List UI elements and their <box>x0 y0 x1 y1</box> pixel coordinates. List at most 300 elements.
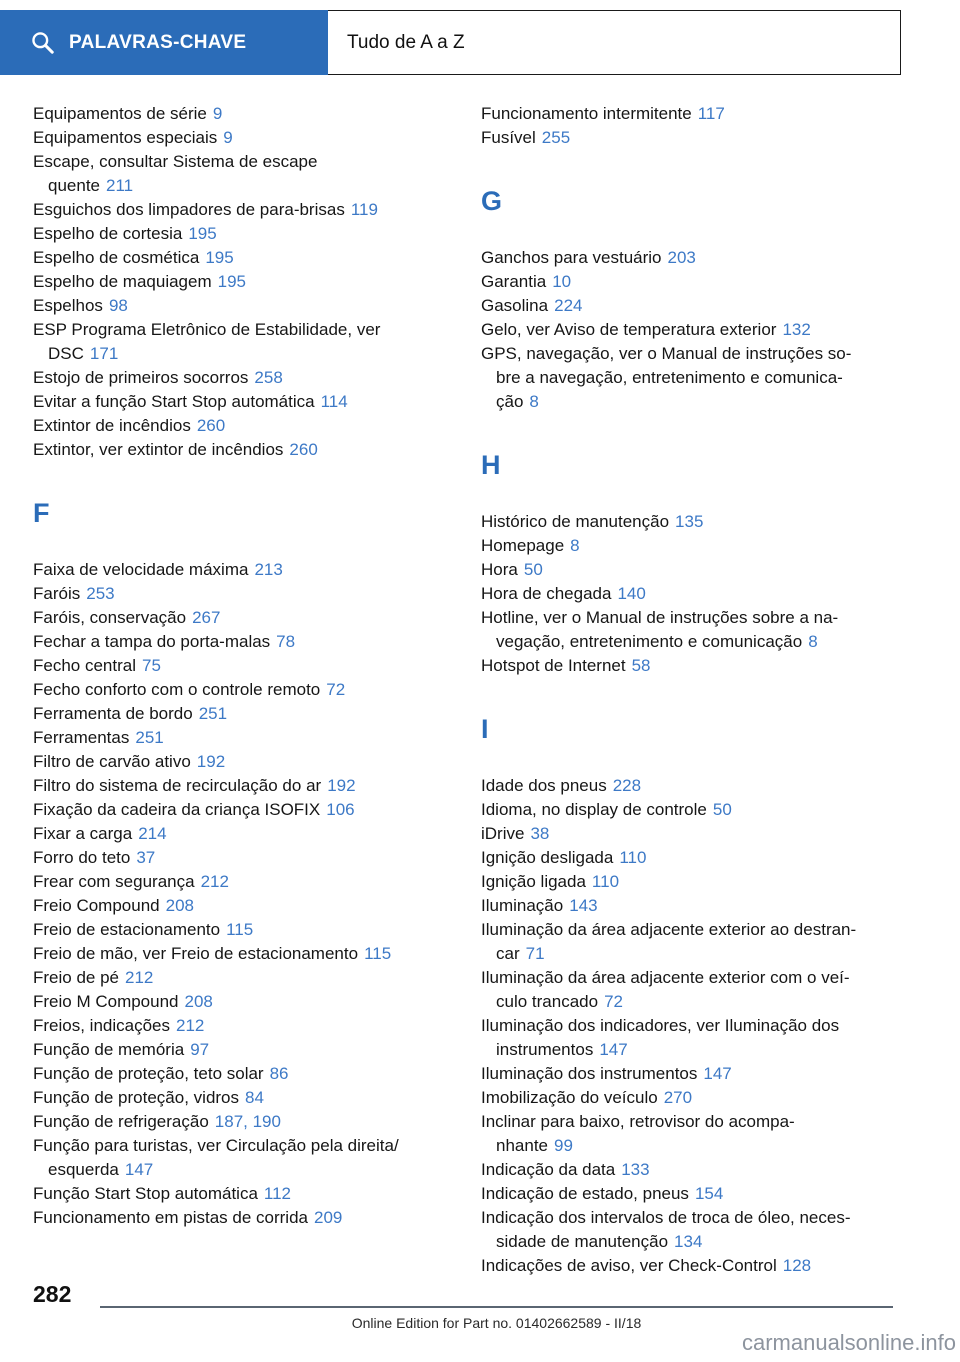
entry-label: Função de proteção, teto solar <box>33 1064 264 1083</box>
entry-text <box>33 798 465 822</box>
entry-text-continued <box>481 390 913 414</box>
entry-label: Iluminação <box>481 896 564 915</box>
index-entry <box>33 414 465 438</box>
index-entry <box>481 1206 913 1254</box>
entry-text <box>33 390 465 414</box>
entry-label: Freio Compound <box>33 896 160 915</box>
entry-label: Funcionamento em pistas de corrida <box>33 1208 308 1227</box>
page-reference: 37 <box>136 848 156 867</box>
index-entry <box>481 1062 913 1086</box>
index-entry <box>33 942 465 966</box>
entry-label: Indicações de aviso, ver Check-Control <box>481 1256 777 1275</box>
entry-text <box>33 318 465 342</box>
index-entry <box>481 558 913 582</box>
entry-label: Indicação dos intervalos de troca de óleo, neces- <box>481 1208 851 1227</box>
entry-text <box>33 222 465 246</box>
entry-label: Iluminação dos indicadores, ver Iluminação dos <box>481 1016 840 1035</box>
page-reference: 10 <box>552 272 572 291</box>
search-icon <box>30 30 56 56</box>
entry-text <box>481 846 913 870</box>
entry-label: Espelho de cortesia <box>33 224 183 243</box>
page-reference: 106 <box>326 800 355 819</box>
entry-text <box>481 342 913 366</box>
entry-label: Fechar a tampa do porta-malas <box>33 632 271 651</box>
index-entry <box>33 1062 465 1086</box>
section-heading-f: F <box>33 498 50 528</box>
index-entry <box>481 894 913 918</box>
page-reference: 58 <box>631 656 651 675</box>
index-entry <box>481 870 913 894</box>
index-entry <box>33 1206 465 1230</box>
page-reference: 112 <box>263 1184 292 1203</box>
entry-text <box>33 558 465 582</box>
entry-text <box>33 1110 465 1134</box>
entry-text <box>33 294 465 318</box>
entry-label: Equipamentos de série <box>33 104 207 123</box>
entry-text <box>33 1038 465 1062</box>
page-reference: 147 <box>599 1040 628 1059</box>
entry-text <box>481 606 913 630</box>
entry-label: Iluminação da área adjacente exterior ao destran- <box>481 920 857 939</box>
entry-label: Funcionamento intermitente <box>481 104 692 123</box>
page-reference: 260 <box>196 416 226 435</box>
entry-label: Hotspot de Internet <box>481 656 626 675</box>
index-entry <box>481 774 913 798</box>
index-column-left <box>33 102 465 1278</box>
index-entry <box>481 654 913 678</box>
entry-text <box>481 558 913 582</box>
index-entry <box>481 582 913 606</box>
entry-label: Função de proteção, vidros <box>33 1088 240 1107</box>
page-reference: 97 <box>190 1040 210 1059</box>
page-reference: 8 <box>570 536 580 555</box>
page-reference: 270 <box>663 1088 693 1107</box>
entry-text <box>481 774 913 798</box>
entry-text <box>481 822 913 846</box>
entry-text <box>33 966 465 990</box>
entry-label: Filtro de carvão ativo <box>33 752 191 771</box>
index-entry <box>481 822 913 846</box>
index-entry <box>33 870 465 894</box>
index-entry <box>33 798 465 822</box>
entry-label: Hora <box>481 560 518 579</box>
index-entry <box>33 582 465 606</box>
entry-text <box>33 1062 465 1086</box>
index-entry <box>481 102 913 126</box>
entry-label: Histórico de manutenção <box>481 512 670 531</box>
entry-text-continued <box>33 342 465 366</box>
page-reference: 214 <box>138 824 167 843</box>
entry-text-continued <box>481 366 913 390</box>
page-reference: 267 <box>192 608 221 627</box>
entry-text-continued <box>481 630 913 654</box>
entry-label: Freio de estacionamento <box>33 920 221 939</box>
entry-label: ESP Programa Eletrônico de Estabilidade, ver <box>33 320 381 339</box>
entry-label: car <box>496 944 520 963</box>
entry-label: Espelho de cosmética <box>33 248 200 267</box>
index-content <box>33 102 913 1278</box>
page-reference: 110 <box>591 872 620 891</box>
index-entry <box>33 918 465 942</box>
index-entry <box>481 270 913 294</box>
index-entry <box>481 606 913 654</box>
page-reference: 78 <box>276 632 296 651</box>
page-reference: 228 <box>612 776 642 795</box>
entry-label: Estojo de primeiros socorros <box>33 368 249 387</box>
entry-label: Iluminação da área adjacente exterior com o veí- <box>481 968 850 987</box>
entry-label: Evitar a função Start Stop automática <box>33 392 315 411</box>
index-entry <box>33 222 465 246</box>
entry-text <box>481 246 913 270</box>
page-reference: 38 <box>530 824 550 843</box>
entry-text <box>481 102 913 126</box>
page-reference: 86 <box>269 1064 289 1083</box>
page-reference: 84 <box>245 1088 264 1107</box>
entry-label: Ferramenta de bordo <box>33 704 193 723</box>
entry-text <box>33 1014 465 1038</box>
index-entry <box>481 246 913 270</box>
page-reference: 133 <box>621 1160 650 1179</box>
page-reference: 224 <box>554 296 583 315</box>
index-entry <box>33 1014 465 1038</box>
entry-label: Faróis <box>33 584 81 603</box>
entry-text <box>481 126 913 150</box>
entry-label: quente <box>48 176 100 195</box>
entry-text <box>33 438 465 462</box>
entry-text <box>33 942 465 966</box>
index-entry <box>33 774 465 798</box>
entry-label: Fixação da cadeira da criança ISOFIX <box>33 800 321 819</box>
entry-label: Frear com segurança <box>33 872 195 891</box>
page-reference: 128 <box>782 1256 812 1275</box>
entry-text <box>481 582 913 606</box>
index-entry <box>33 678 465 702</box>
index-entry <box>33 654 465 678</box>
page-reference: 50 <box>712 800 732 819</box>
entry-text <box>33 774 465 798</box>
entry-label: Espelhos <box>33 296 103 315</box>
entry-text <box>33 126 465 150</box>
entry-text <box>481 966 913 990</box>
entry-text <box>33 726 465 750</box>
entry-label: vegação, entretenimento e comunicação <box>496 632 803 651</box>
index-entry <box>481 1014 913 1062</box>
page-reference: 140 <box>617 584 646 603</box>
entry-label: Imobilização do veículo <box>481 1088 658 1107</box>
index-entry <box>33 1038 465 1062</box>
page-reference: 9 <box>223 128 233 147</box>
entry-label: esquerda <box>48 1160 119 1179</box>
entry-text <box>33 1206 465 1230</box>
section-title: Tudo de A a Z <box>347 31 465 53</box>
entry-text <box>33 606 465 630</box>
page-reference: 132 <box>782 320 811 339</box>
entry-label: Equipamentos especiais <box>33 128 218 147</box>
entry-text <box>33 654 465 678</box>
page-reference: 251 <box>135 728 164 747</box>
entry-text <box>33 918 465 942</box>
index-entry <box>33 198 465 222</box>
entry-text <box>481 1158 913 1182</box>
page-reference: 195 <box>217 272 246 291</box>
entry-text <box>33 894 465 918</box>
page-reference: 251 <box>198 704 228 723</box>
entry-text <box>33 846 465 870</box>
watermark: carmanualsonline.info <box>741 1330 956 1355</box>
page-number: 282 <box>33 1281 72 1307</box>
index-entry <box>33 366 465 390</box>
entry-label: Freio de pé <box>33 968 119 987</box>
page-reference: 192 <box>327 776 356 795</box>
entry-text <box>33 150 465 174</box>
entry-text <box>33 822 465 846</box>
entry-label: Inclinar para baixo, retrovisor do acompa- <box>481 1112 795 1131</box>
entry-label: Espelho de maquiagem <box>33 272 212 291</box>
entry-text <box>33 1182 465 1206</box>
entry-text <box>33 630 465 654</box>
index-entry <box>481 534 913 558</box>
page-reference: 115 <box>226 920 254 939</box>
index-entry <box>33 294 465 318</box>
entry-label: Esguichos dos limpadores de para-brisas <box>33 200 345 219</box>
entry-text-continued <box>33 174 465 198</box>
page-reference: 135 <box>675 512 704 531</box>
entry-label: nhante <box>496 1136 548 1155</box>
page-reference: 260 <box>289 440 318 459</box>
entry-label: Ganchos para vestuário <box>481 248 662 267</box>
section-heading-i: I <box>481 714 489 744</box>
page-reference: 195 <box>205 248 234 267</box>
index-entry <box>33 750 465 774</box>
index-entry <box>33 846 465 870</box>
index-entry <box>481 1110 913 1158</box>
entry-label: Homepage <box>481 536 565 555</box>
entry-text <box>33 366 465 390</box>
page-reference: 187, 190 <box>214 1112 281 1131</box>
entry-label: Fusível <box>481 128 536 147</box>
entry-label: Extintor de incêndios <box>33 416 191 435</box>
keywords-tab <box>0 10 328 75</box>
page-reference: 72 <box>604 992 623 1011</box>
index-entry <box>33 702 465 726</box>
page-reference: 75 <box>142 656 161 675</box>
page-reference: 212 <box>125 968 154 987</box>
entry-label: Faixa de velocidade máxima <box>33 560 249 579</box>
index-entry <box>33 270 465 294</box>
entry-label: Ferramentas <box>33 728 130 747</box>
entry-label: Função Start Stop automática <box>33 1184 258 1203</box>
entry-label: Escape, consultar Sistema de escape <box>33 152 318 171</box>
entry-text <box>33 198 465 222</box>
index-entry <box>33 1134 465 1182</box>
entry-label: Gasolina <box>481 296 549 315</box>
index-entry <box>481 318 913 342</box>
entry-label: Garantia <box>481 272 547 291</box>
page-reference: 208 <box>165 896 194 915</box>
entry-label: Função de memória <box>33 1040 185 1059</box>
page-reference: 8 <box>529 392 539 411</box>
entry-text <box>481 1086 913 1110</box>
entry-text <box>481 510 913 534</box>
page-reference: 154 <box>694 1184 724 1203</box>
page-reference: 147 <box>124 1160 154 1179</box>
index-entry <box>481 846 913 870</box>
page-reference: 253 <box>86 584 115 603</box>
entry-text-continued <box>481 1038 913 1062</box>
entry-label: Fecho central <box>33 656 136 675</box>
page-reference: 143 <box>569 896 598 915</box>
page-reference: 203 <box>667 248 696 267</box>
entry-text <box>481 1206 913 1230</box>
entry-text <box>33 246 465 270</box>
entry-text <box>481 1062 913 1086</box>
page-reference: 208 <box>184 992 213 1011</box>
entry-text <box>481 1110 913 1134</box>
entry-label: Indicação da data <box>481 1160 616 1179</box>
page-reference: 114 <box>320 392 348 411</box>
entry-label: sidade de manutenção <box>496 1232 669 1251</box>
entry-label: Iluminação dos instrumentos <box>481 1064 698 1083</box>
index-column-right <box>481 102 913 1278</box>
page-reference: 258 <box>254 368 283 387</box>
entry-text <box>33 990 465 1014</box>
page-header <box>0 10 901 75</box>
entry-label: instrumentos <box>496 1040 594 1059</box>
entry-text <box>481 870 913 894</box>
section-title-box <box>328 10 901 75</box>
entry-label: Hora de chegada <box>481 584 612 603</box>
page-reference: 117 <box>697 104 725 123</box>
entry-label: Ignição ligada <box>481 872 586 891</box>
page-reference: 212 <box>200 872 229 891</box>
section-heading-h: H <box>481 450 501 480</box>
entry-label: iDrive <box>481 824 525 843</box>
page-reference: 212 <box>176 1016 205 1035</box>
index-entry <box>33 102 465 126</box>
entry-text-continued <box>33 1158 465 1182</box>
page-reference: 8 <box>808 632 818 651</box>
index-entry <box>33 150 465 198</box>
entry-label: Faróis, conservação <box>33 608 187 627</box>
index-entry <box>481 294 913 318</box>
footer-divider <box>100 1306 893 1308</box>
index-entry <box>33 1182 465 1206</box>
entry-text <box>481 1254 913 1278</box>
page-reference: 110 <box>619 848 647 867</box>
entry-text <box>33 870 465 894</box>
entry-text <box>33 102 465 126</box>
page-reference: 171 <box>89 344 119 363</box>
entry-text <box>481 918 913 942</box>
entry-text <box>481 318 913 342</box>
index-entry <box>33 966 465 990</box>
index-entry <box>481 342 913 414</box>
entry-label: Extintor, ver extintor de incêndios <box>33 440 284 459</box>
entry-text-continued <box>481 990 913 1014</box>
index-entry <box>481 126 913 150</box>
keywords-label: PALAVRAS-CHAVE <box>69 31 247 53</box>
entry-label: Freio M Compound <box>33 992 179 1011</box>
entry-text <box>33 678 465 702</box>
page-reference: 99 <box>554 1136 573 1155</box>
entry-label: Gelo, ver Aviso de temperatura exterior <box>481 320 777 339</box>
entry-text <box>33 270 465 294</box>
entry-label: Freio de mão, ver Freio de estacionamento <box>33 944 359 963</box>
page-reference: 147 <box>703 1064 732 1083</box>
page-reference: 50 <box>523 560 543 579</box>
entry-label: bre a navegação, entretenimento e comunica- <box>496 368 843 387</box>
page-reference: 213 <box>254 560 283 579</box>
entry-text <box>33 414 465 438</box>
entry-text <box>481 534 913 558</box>
edition-note: Online Edition for Part no. 01402662589 - II/18 <box>351 1315 642 1331</box>
index-entry <box>481 1254 913 1278</box>
entry-label: Idade dos pneus <box>481 776 607 795</box>
page-reference: 195 <box>188 224 217 243</box>
entry-label: ção <box>496 392 524 411</box>
page-reference: 209 <box>313 1208 343 1227</box>
page-reference: 192 <box>196 752 226 771</box>
entry-text <box>33 1134 465 1158</box>
index-entry <box>33 630 465 654</box>
index-entry <box>33 126 465 150</box>
index-entry <box>33 318 465 366</box>
index-entry <box>481 1158 913 1182</box>
page-reference: 115 <box>364 944 392 963</box>
entry-label: Função para turistas, ver Circulação pela direita/ <box>33 1136 399 1155</box>
index-entry <box>481 798 913 822</box>
entry-text <box>481 894 913 918</box>
entry-text <box>481 294 913 318</box>
index-entry <box>481 966 913 1014</box>
entry-text <box>481 798 913 822</box>
index-entry <box>481 918 913 966</box>
entry-text-continued <box>481 1134 913 1158</box>
entry-label: Fecho conforto com o controle remoto <box>33 680 321 699</box>
entry-text <box>481 1014 913 1038</box>
index-entry <box>33 1086 465 1110</box>
entry-label: culo trancado <box>496 992 599 1011</box>
entry-label: Freios, indicações <box>33 1016 171 1035</box>
entry-label: Hotline, ver o Manual de instruções sobre a na- <box>481 608 839 627</box>
entry-label: GPS, navegação, ver o Manual de instruções so- <box>481 344 852 363</box>
entry-label: Idioma, no display de controle <box>481 800 707 819</box>
entry-label: Fixar a carga <box>33 824 133 843</box>
entry-label: Indicação de estado, pneus <box>481 1184 689 1203</box>
index-entry <box>33 246 465 270</box>
page-reference: 119 <box>350 200 378 219</box>
page-reference: 72 <box>326 680 346 699</box>
index-entry <box>481 1086 913 1110</box>
index-entry <box>33 990 465 1014</box>
page-reference: 98 <box>108 296 128 315</box>
entry-label: DSC <box>48 344 84 363</box>
index-entry <box>33 438 465 462</box>
entry-text <box>33 750 465 774</box>
page-reference: 211 <box>106 176 134 195</box>
page-reference: 9 <box>212 104 223 123</box>
entry-label: Forro do teto <box>33 848 131 867</box>
entry-text-continued <box>481 942 913 966</box>
entry-label: Filtro do sistema de recirculação do ar <box>33 776 322 795</box>
index-entry <box>33 558 465 582</box>
index-entry <box>481 1182 913 1206</box>
entry-label: Função de refrigeração <box>33 1112 209 1131</box>
index-entry <box>33 1110 465 1134</box>
index-entry <box>481 510 913 534</box>
index-entry <box>33 726 465 750</box>
page-reference: 134 <box>674 1232 703 1251</box>
